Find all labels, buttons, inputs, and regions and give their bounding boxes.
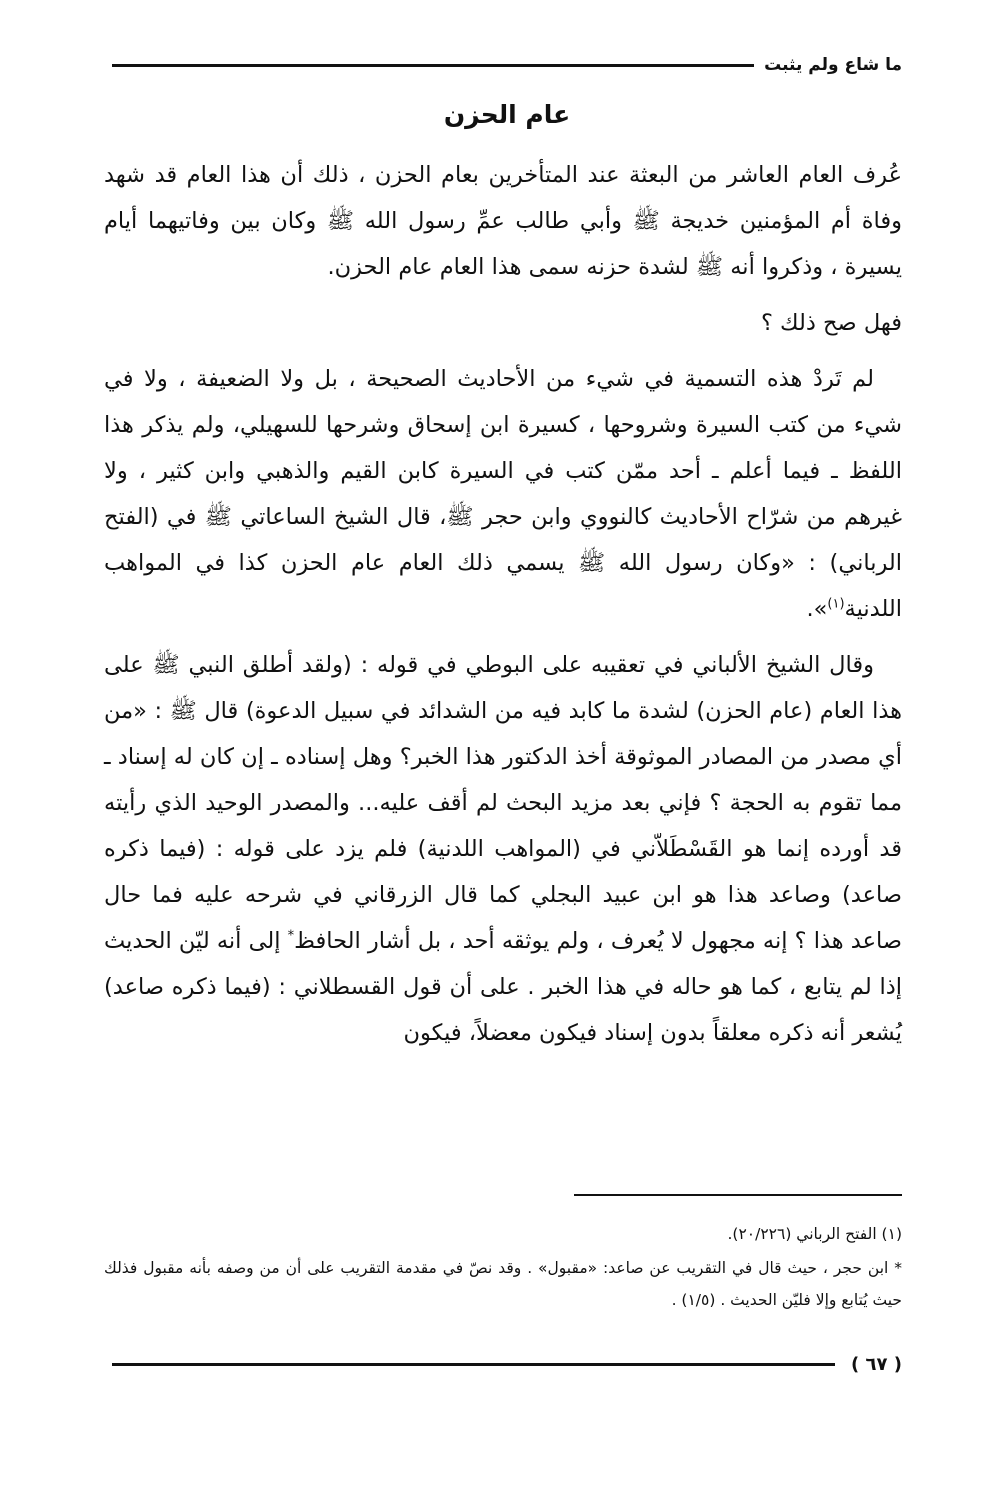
header-rule (112, 64, 754, 67)
paragraph-3-close: ». (806, 596, 828, 622)
paragraph-1-text: عُرف العام العاشر من البعثة عند المتأخرين بعام الحزن ، ذلك أن هذا العام قد شهد وفاة أم المؤمنين خديجة ﷺ وأبي طالب عمِّ رسول الله ﷺ وكان بين وفاتيهما أيام يسيرة ، وذكروا أنه ﷺ لشدة حزنه سمى هذا العام عام الحزن. (104, 162, 902, 280)
paragraph-4-text: وقال الشيخ الألباني في تعقيبه على البوطي في قوله : (ولقد أطلق النبي ﷺ على هذا العام (عام الحزن) لشدة ما كابد فيه من الشدائد في سبيل الدعوة) قال ﷺ : «من أي مصدر من المصادر الموثوقة أخذ الدكتور هذا الخبر؟ وهل إسناده ـ إن كان له إسناد ـ مما تقوم به الحجة ؟ فإني بعد مزيد البحث لم أقف عليه... والمصدر الوحيد الذي رأيته قد أورده إنما هو القَسْطَلاّني في (المواهب اللدنية) فلم يزد على قوله : (فيما ذكره صاعد) وصاعد هذا هو ابن عبيد البجلي كما قال الزرقاني في شرحه عليه فما حال صاعد هذا ؟ إنه مجهول لا يُعرف ، ولم يوثقه أحد ، بل أشار الحافظ (104, 652, 902, 954)
footnote-separator (574, 1194, 902, 1196)
footnote-2: * ابن حجر ، حيث قال في التقريب عن صاعد: «مقبول» . وقد نصّ في مقدمة التقريب على أن من وصفه بأنه مقبول فذلك حيث يُتابع وإلا فليّن الحديث . (١/٥) . (104, 1259, 902, 1309)
running-title: ما شاع ولم يثبت (764, 55, 902, 75)
footnote-ref-asterisk[interactable]: * (287, 928, 295, 944)
running-header (112, 50, 902, 80)
footnote-1: (١) الفتح الرباني (٢٠/٢٢٦). (727, 1225, 902, 1243)
chapter-title: عام الحزن (443, 100, 571, 129)
paragraph-4-continued: إلى أنه ليّن الحديث إذا لم يتابع ، كما هو حاله في هذا الخبر . على أن قول القسطلاني : (فيما ذكره صاعد) يُشعر أنه ذكره معلقاً بدون إسناد فيكون معضلاً، فيكون (103, 928, 902, 1046)
body-text (104, 152, 902, 1066)
page-number: ( ٦٧ ) (851, 1353, 902, 1375)
paragraph-3-text: لم تَردْ هذه التسمية في شيء من الأحاديث الصحيحة ، بل ولا الضعيفة ، ولا في شيء من كتب السيرة وشروحها ، كسيرة ابن إسحاق وشرحها للسهيلي، ولم يذكر هذا اللفظ ـ فيما أعلم ـ أحد ممّن كتب في السيرة كابن القيم والذهبي وابن كثير ، ولا غيرهم من شرّاح الأحاديث كالنووي وابن حجر ﷺ، قال الشيخ الساعاتي ﷺ في (الفتح الرباني) : «وكان رسول الله ﷺ يسمي ذلك العام عام الحزن كذا في المواهب اللدنية (104, 366, 902, 622)
footer-rule (112, 1363, 835, 1366)
paragraph-question (104, 300, 902, 346)
paragraph-question-text: فهل صح ذلك ؟ (760, 310, 902, 336)
paragraph-4 (104, 642, 902, 1056)
paragraph-3 (104, 356, 902, 632)
paragraph-1 (104, 152, 902, 290)
page-footer (112, 1350, 902, 1378)
footnotes (104, 1218, 902, 1318)
footnote-ref-1[interactable]: (١) (827, 596, 845, 612)
